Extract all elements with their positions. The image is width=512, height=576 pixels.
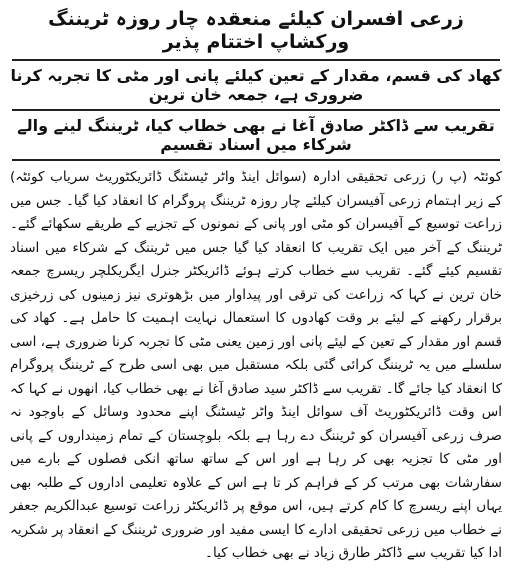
article-body: کوئٹہ (پ ر) زرعی تحقیقی ادارہ (سوائل اینڈ واٹر ٹیسٹنگ ڈائریکٹوریٹ سریاب کوئٹہ) کے زیر اہتمام زرعی آفیسران کیلئے چار روزہ ٹریننگ پروگرام کا انعقاد کیا گیا۔ جس میں زراعت توسیع کے آفیسران کو مٹی اور پانی کے نمونوں کے تجزیے کے طریقے سکھائے گئے۔ ٹریننگ کے آخر میں ایک تقریب کا انعقاد کیا گیا جس میں ٹریننگ کے شرکاء میں اسناد تقسیم کیئے گئے۔ تقریب سے خطاب کرتے ہوئے ڈائریکٹر جنرل ایگریکلچر ریسرچ جمعہ خان ترین نے کہا کہ زراعت کی ترقی اور پیداوار میں بڑھوتری نیز زمینوں کی زرخیزی برقرار رکھنے کے لیئے بر وقت کھادوں کا استعمال نہایت اہمیت کا حامل ہے۔ کھاد کی قسم اور مقدار کے تعین کے لیئے پانی اور زمین یعنی مٹی کا تجربہ کرنا ضروری ہے، اسی سلسلے میں یہ ٹریننگ کرائی گئی بلکہ مستقبل میں بھی اسی طرح کے ٹریننگ پروگرام کا انعقاد کیا جائے گا۔ تقریب سے ڈاکٹر سید صادق آغا نے بھی خطاب کیا، انھوں نے کہا کہ اس وقت ڈائریکٹوریٹ آف سوائل اینڈ واٹر ٹیسٹنگ اپنے محدود وسائل کے باوجود نہ صرف زرعی آفیسران کو ٹریننگ دے رہا ہے بلکہ بلوچستان کے تمام زمینداروں کے پانی اور مٹی کا تجزیہ بھی کر رہا ہے اور اس کے ساتھ ساتھ انکی فصلوں کے بارے میں سفارشات بھی مرتب کر کے فراہم کر تا ہے اس کے علاوہ تعلیمی اداروں کے طلبہ بھی یہاں اپنے ریسرچ کا کام کرتے ہیں، اس موقع پر ڈائریکٹر زراعت توسیع عبدالکریم جعفر نے خطاب میں زرعی تحقیقی ادارے کا ایسی مفید اور ضروری ٹریننگ کے انعقاد پر شکریہ ادا کیا تقریب سے ڈاکٹر طارق زیاد نے بھی خطاب کیا۔ [10,169,502,562]
subheadline-ceremony: تقریب سے ڈاکٹر صادق آغا نے بھی خطاب کیا، ٹریننگ لینے والے شرکاء میں اسناد تقسیم [17,115,495,155]
subheadline-divider [12,109,500,111]
headline-divider [12,59,500,61]
body-divider [12,159,500,161]
subheadline-fertilizer: کھاد کی قسم، مقدار کے تعین کیلئے پانی اور مٹی کا تجربہ کرنا ضروری ہے، جمعہ خان ترین [10,65,502,104]
headline: زرعی افسران کیلئے منعقدہ چار روزہ ٹریننگ ورکشاپ اختتام پذیر [48,8,464,53]
